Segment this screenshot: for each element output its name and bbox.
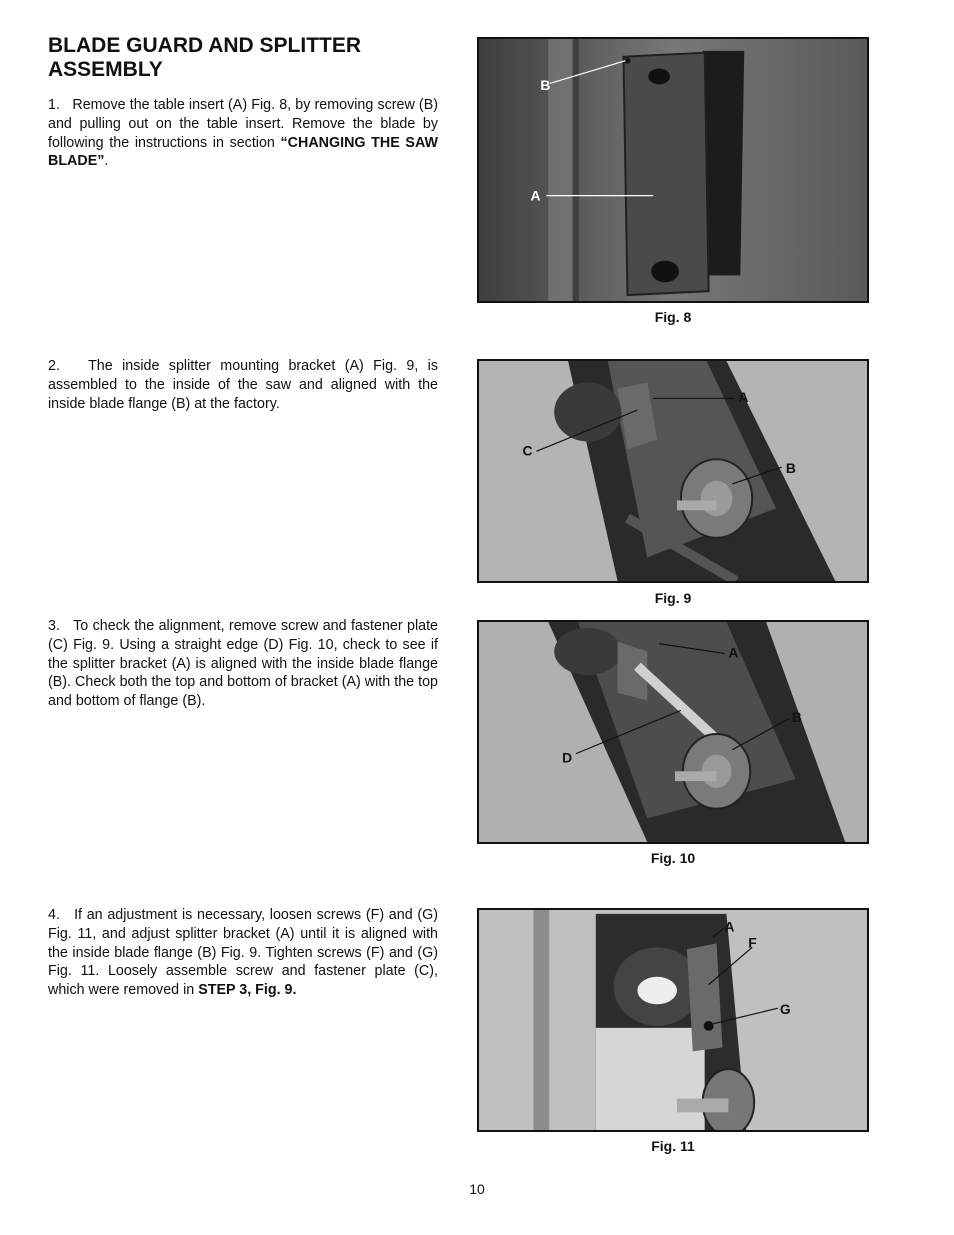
figure-11-photo [477, 908, 869, 1132]
step-number: 2. [48, 358, 60, 374]
label-d: D [562, 750, 573, 766]
label-b: B [785, 461, 796, 476]
caption-fig-10: Fig. 10 [650, 850, 696, 866]
table-insert-illustration [479, 39, 867, 301]
section-heading: BLADE GUARD AND SPLITTER ASSEMBLY [48, 34, 362, 81]
label-b: B [540, 77, 551, 94]
page-number: 10 [469, 1181, 485, 1197]
step-text-end: . [104, 153, 109, 170]
step-2 [48, 357, 438, 413]
label-a: A [724, 919, 735, 935]
label-g: G [779, 1002, 791, 1018]
step-3 [48, 617, 438, 711]
label-b: B [791, 710, 802, 726]
splitter-adjustment-illustration [479, 910, 867, 1130]
label-a: A [728, 645, 739, 661]
step-text: Remove the table insert (A) Fig. 8, by removing screw (B) and pulling out on the table insert. Remove the blade by following the instructions in section [48, 97, 438, 151]
caption-fig-11: Fig. 11 [651, 1138, 695, 1154]
label-a: A [738, 390, 749, 406]
figure-10-photo [477, 620, 869, 844]
caption-fig-9: Fig. 9 [654, 590, 692, 606]
figure-8-photo [477, 37, 869, 303]
splitter-bracket-illustration [479, 361, 867, 581]
step-number: 1. [48, 97, 60, 113]
step-text: If an adjustment is necessary, loosen screws (F) and (G) Fig. 11, and adjust splitter bracket (A) until it is aligned with the inside blade flange (B) Fig. 9. Tighten screws (F) and (G) Fig. 11. Loosely assemble screw and fastener plate (C), which were removed in [48, 907, 439, 999]
step-number: 4. [48, 907, 60, 923]
label-c: C [522, 443, 533, 459]
figure-9-photo [477, 359, 869, 583]
step-text: The inside splitter mounting bracket (A) Fig. 9, is assembled to the inside of the saw and aligned with the inside blade flange (B) at the factory. [48, 358, 438, 412]
step-bold-ref: “CHANGING THE SAW BLADE” [48, 134, 438, 170]
label-a: A [530, 187, 541, 204]
step-1 [48, 96, 438, 171]
step-4 [48, 906, 438, 1000]
caption-fig-8: Fig. 8 [654, 309, 692, 325]
step-number: 3. [48, 618, 60, 634]
step-text: To check the alignment, remove screw and fastener plate (C) Fig. 9. Using a straight edge (D) Fig. 10, check to see if the splitter bracket (A) is aligned with the inside blade flange (B). Check both the top and bottom of bracket (A) with the top and bottom of flange (B). [48, 618, 438, 710]
label-f: F [748, 935, 757, 951]
straight-edge-check-illustration [479, 622, 867, 842]
step-bold-ref: STEP 3, Fig. 9. [198, 982, 297, 999]
